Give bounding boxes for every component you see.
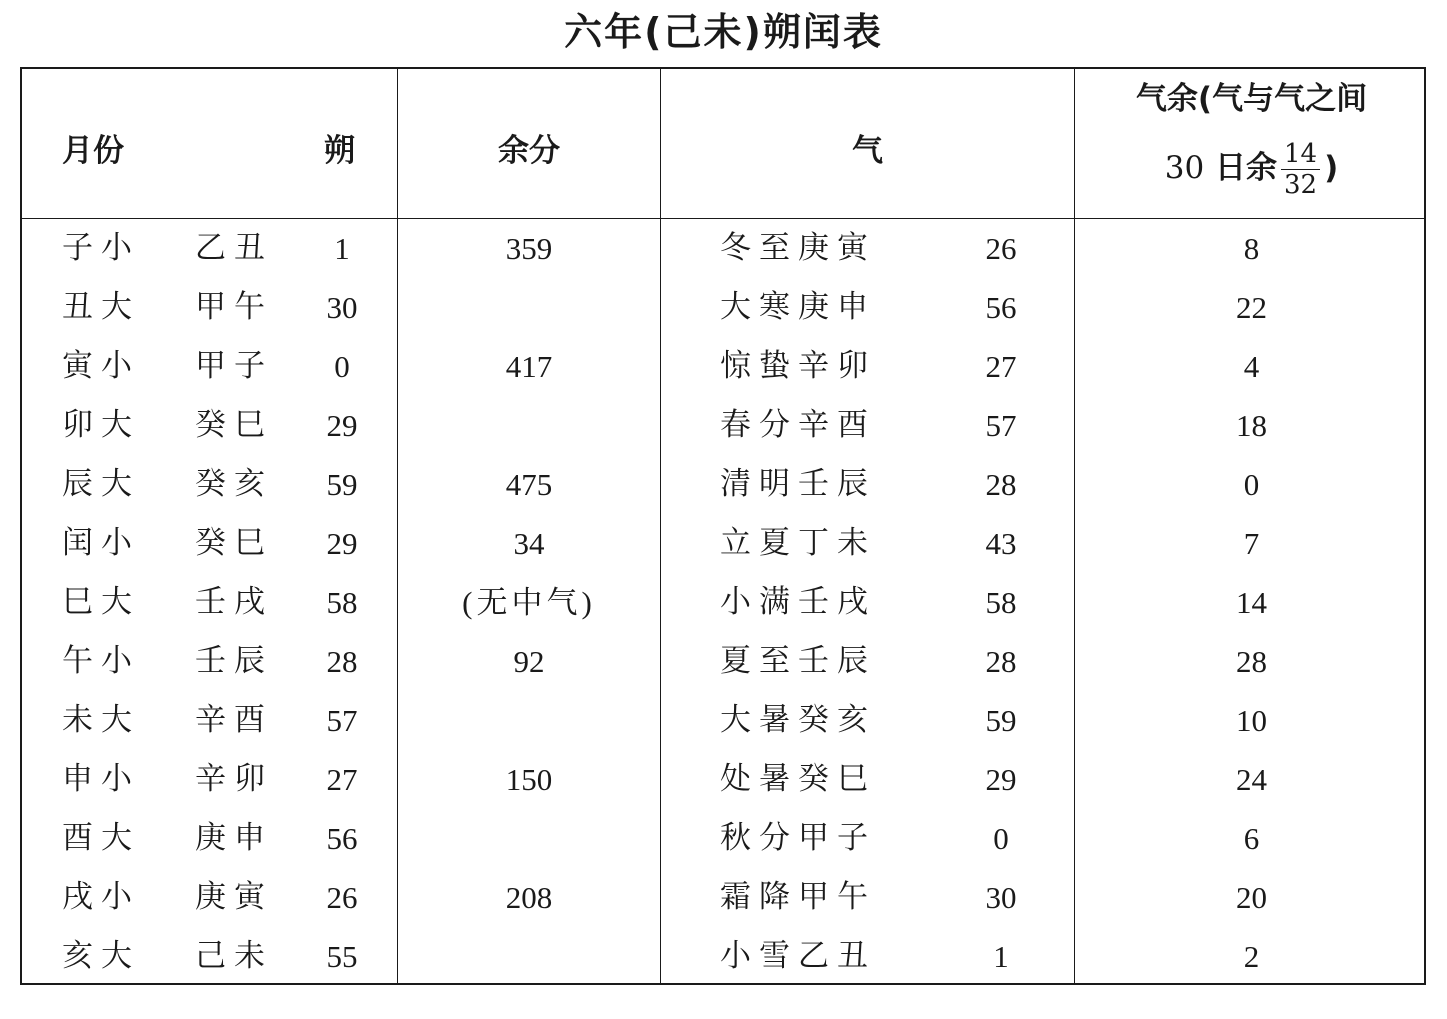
qi-cell: 秋分甲子	[720, 820, 876, 856]
qi-cell: 冬至庚寅	[720, 230, 876, 266]
header-qiyu-line2	[1075, 133, 1428, 203]
qi-cell: 霜降甲午	[720, 879, 876, 915]
qi-yu-cell: 6	[1243, 821, 1260, 856]
shuo-cell: 28	[326, 644, 358, 679]
qi-cell: 夏至壬辰	[720, 643, 876, 679]
ganzhi-cell: 甲午	[195, 289, 273, 325]
shuo-cell: 1	[334, 231, 350, 266]
qi-yu-cell: 18	[1236, 408, 1267, 443]
qi-num-cell: 28	[985, 467, 1017, 502]
shuo-cell: 29	[326, 408, 358, 443]
shuo-cell: 26	[326, 880, 358, 915]
ganzhi-cell: 癸亥	[195, 466, 273, 502]
shuo-cell: 27	[326, 762, 358, 797]
qi-cell: 小雪乙丑	[720, 938, 876, 974]
shuo-cell: 30	[326, 290, 358, 325]
ganzhi-cell: 壬辰	[195, 643, 273, 679]
table-row	[22, 219, 1428, 278]
month-cell: 未大	[62, 702, 140, 738]
header-qi: 气	[852, 133, 883, 169]
qi-num-cell: 0	[993, 821, 1009, 856]
qi-cell: 清明壬辰	[720, 466, 876, 502]
yufen-cell: 34	[513, 526, 545, 561]
yufen-cell: 208	[505, 880, 553, 915]
header-shuo: 朔	[324, 133, 355, 169]
table-row	[22, 514, 1428, 573]
month-cell: 子小	[62, 230, 140, 266]
shuo-cell: 55	[326, 939, 358, 974]
qi-num-cell: 43	[985, 526, 1017, 561]
qi-yu-cell: 22	[1236, 290, 1267, 325]
ganzhi-cell: 辛卯	[195, 761, 273, 797]
shuo-cell: 0	[334, 349, 350, 384]
ganzhi-cell: 甲子	[195, 348, 273, 384]
qi-cell: 小满壬戌	[720, 584, 876, 620]
qi-num-cell: 57	[985, 408, 1017, 443]
qi-yu-cell: 14	[1236, 585, 1267, 620]
month-cell: 卯大	[62, 407, 140, 443]
qi-num-cell: 28	[985, 644, 1017, 679]
month-cell: 闰小	[62, 525, 140, 561]
qi-num-cell: 56	[985, 290, 1017, 325]
qi-yu-cell: 8	[1243, 231, 1260, 266]
month-cell: 巳大	[62, 584, 140, 620]
shuo-run-table	[20, 67, 1426, 985]
qi-cell: 大暑癸亥	[720, 702, 876, 738]
fraction-numerator: 14	[1281, 139, 1320, 170]
yufen-cell: 417	[505, 349, 553, 384]
month-cell: 丑大	[62, 289, 140, 325]
table-row	[22, 927, 1428, 986]
qi-num-cell: 26	[985, 231, 1017, 266]
qi-num-cell: 29	[985, 762, 1017, 797]
shuo-cell: 29	[326, 526, 358, 561]
ganzhi-cell: 庚寅	[195, 879, 273, 915]
qi-cell: 处暑癸巳	[720, 761, 876, 797]
header-qiyu-mid: 日余	[1214, 150, 1277, 186]
table-row	[22, 278, 1428, 337]
month-cell: 申小	[62, 761, 140, 797]
yufen-cell	[398, 927, 660, 986]
qi-cell: 立夏丁未	[720, 525, 876, 561]
yufen-cell: (无中气)	[462, 585, 596, 620]
month-cell: 寅小	[62, 348, 140, 384]
ganzhi-cell: 辛酉	[195, 702, 273, 738]
table-row	[22, 632, 1428, 691]
ganzhi-cell: 庚申	[195, 820, 273, 856]
header-month: 月份	[62, 133, 124, 169]
shuo-cell: 59	[326, 467, 358, 502]
qi-num-cell: 1	[993, 939, 1009, 974]
yufen-cell: 92	[513, 644, 545, 679]
table-row	[22, 750, 1428, 809]
qi-yu-cell: 10	[1236, 703, 1267, 738]
qi-num-cell: 27	[985, 349, 1017, 384]
qi-yu-cell: 20	[1236, 880, 1267, 915]
shuo-cell: 57	[326, 703, 358, 738]
qi-cell: 惊蛰辛卯	[720, 348, 876, 384]
fraction-denominator: 32	[1283, 170, 1318, 200]
table-row	[22, 337, 1428, 396]
qi-yu-cell: 2	[1243, 939, 1260, 974]
ganzhi-cell: 癸巳	[195, 525, 273, 561]
month-cell: 酉大	[62, 820, 140, 856]
month-cell: 辰大	[62, 466, 140, 502]
qi-num-cell: 58	[985, 585, 1017, 620]
header-yufen: 余分	[498, 133, 560, 169]
month-cell: 亥大	[62, 938, 140, 974]
qi-num-cell: 30	[985, 880, 1017, 915]
yufen-cell: 475	[505, 467, 553, 502]
header-qiyu-days: 30	[1164, 150, 1205, 186]
table-row	[22, 455, 1428, 514]
qi-yu-cell: 4	[1243, 349, 1260, 384]
qi-yu-cell: 24	[1236, 762, 1267, 797]
table-row	[22, 809, 1428, 868]
header-qiyu-fraction	[1281, 139, 1320, 200]
table-row	[22, 396, 1428, 455]
header-qiyu-line1: 气余(气与气之间	[1135, 81, 1368, 117]
yufen-cell	[398, 809, 660, 868]
ganzhi-cell: 壬戌	[195, 584, 273, 620]
yufen-cell: 150	[505, 762, 553, 797]
qi-yu-cell: 0	[1243, 467, 1260, 502]
yufen-cell	[398, 691, 660, 750]
qi-cell: 大寒庚申	[720, 289, 876, 325]
table-row	[22, 868, 1428, 927]
qi-yu-cell: 7	[1243, 526, 1260, 561]
page-title: 六年(己未)朔闰表	[564, 10, 883, 54]
yufen-cell	[398, 278, 660, 337]
yufen-cell: 359	[505, 231, 553, 266]
qi-yu-cell: 28	[1236, 644, 1267, 679]
ganzhi-cell: 癸巳	[195, 407, 273, 443]
table-row	[22, 573, 1428, 632]
qi-num-cell: 59	[985, 703, 1017, 738]
ganzhi-cell: 己未	[195, 938, 273, 974]
ganzhi-cell: 乙丑	[195, 230, 273, 266]
shuo-cell: 56	[326, 821, 358, 856]
qi-cell: 春分辛酉	[720, 407, 876, 443]
header-qiyu-suffix: )	[1324, 150, 1339, 186]
month-cell: 午小	[62, 643, 140, 679]
yufen-cell	[398, 396, 660, 455]
shuo-cell: 58	[326, 585, 358, 620]
table-row	[22, 691, 1428, 750]
month-cell: 戌小	[62, 879, 140, 915]
